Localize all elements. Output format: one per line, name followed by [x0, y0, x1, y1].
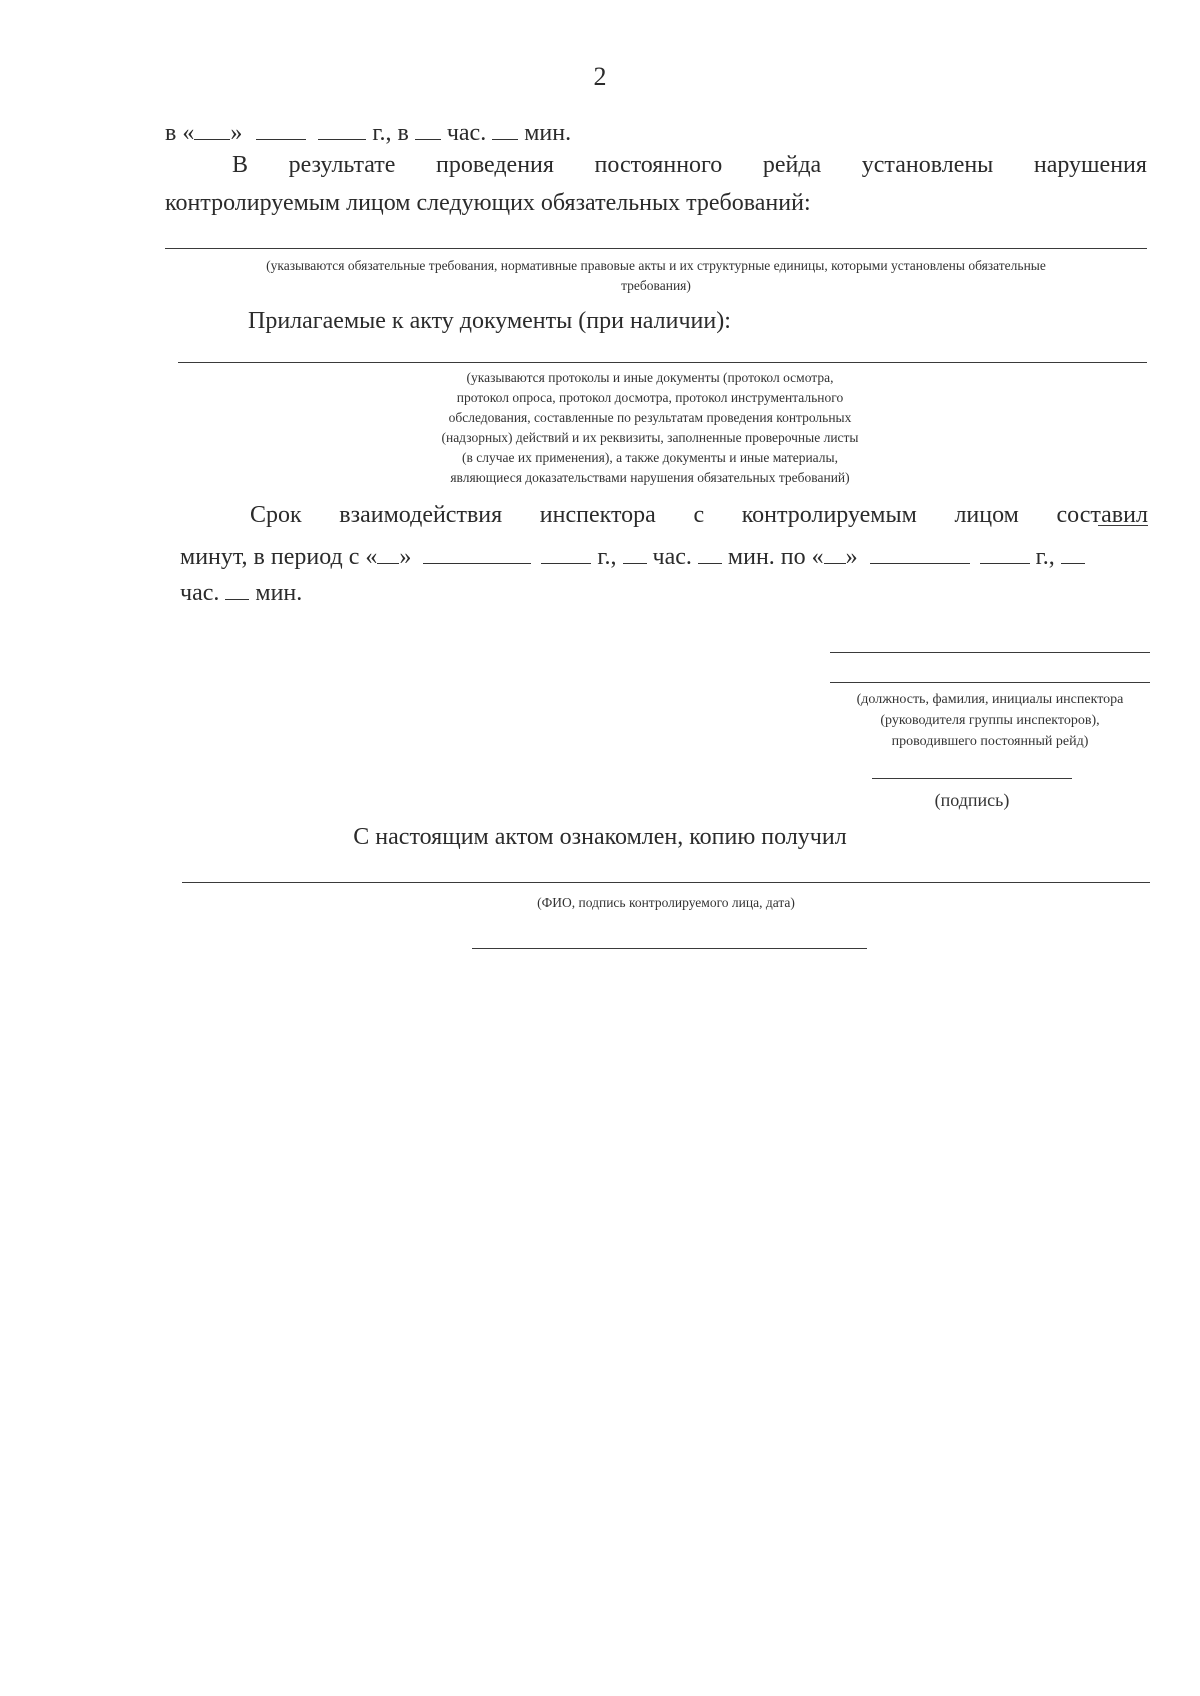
acknowledgement-note: (ФИО, подпись контролируемого лица, дата) [537, 895, 795, 910]
datetime-prefix: в « [165, 120, 195, 146]
hour-blank[interactable] [415, 121, 441, 140]
violations-line-1 [232, 150, 1147, 180]
minute-blank[interactable] [492, 121, 518, 140]
attachments-note-line: являющиеся доказательствами нарушения обязательных требований) [450, 470, 850, 485]
interaction-hours: час. [652, 544, 692, 570]
start-year-blank[interactable] [541, 545, 591, 564]
interaction-word: Срок [250, 502, 302, 528]
violations-word: постоянного [594, 152, 723, 178]
interaction-line3-minutes: мин. [255, 580, 303, 606]
interaction-word: составил [1056, 502, 1148, 528]
acknowledgement-heading: С настоящим актом ознакомлен, копию получил [353, 824, 847, 850]
violations-word: рейда [762, 152, 822, 178]
interaction-word: инспектора [539, 502, 656, 528]
interaction-line-3 [180, 578, 302, 608]
interaction-line-1 [250, 500, 1148, 530]
interaction-quote-close-2: » [845, 544, 858, 570]
signature-label: (подпись) [934, 790, 1010, 810]
inspector-note [820, 689, 1160, 752]
interaction-minutes: мин. по « [727, 544, 824, 570]
acknowledgement-extra-line[interactable] [472, 948, 867, 949]
violations-line-2: контролируемым лицом следующих обязательных требований: [165, 190, 811, 216]
violations-note-line: (указываются обязательные требования, нормативные правовые акты и их структурные единицы, которыми установлены обязательные [266, 258, 1046, 273]
end-minute-blank[interactable] [225, 581, 249, 600]
attachments-heading: Прилагаемые к акту документы (при наличии): [248, 308, 731, 334]
datetime-minutes: мин. [524, 120, 572, 146]
interaction-year-2: г., [1035, 544, 1055, 570]
inspector-signature-line[interactable] [872, 778, 1072, 779]
end-year-blank[interactable] [980, 545, 1030, 564]
start-day-blank[interactable] [377, 545, 399, 564]
day-blank[interactable] [194, 121, 230, 140]
duration-blank[interactable] [1098, 525, 1148, 526]
datetime-year-suffix: г., в [372, 120, 409, 146]
end-month-blank[interactable] [870, 545, 970, 564]
attachments-note [360, 368, 940, 488]
attachments-note-line: (надзорных) действий и их реквизиты, заполненные проверочные листы [441, 430, 859, 445]
interaction-line3-hours: час. [180, 580, 220, 606]
end-day-blank[interactable] [824, 545, 846, 564]
start-minute-blank[interactable] [698, 545, 722, 564]
month-blank[interactable] [256, 121, 306, 140]
acknowledgement-fill-line[interactable] [182, 882, 1150, 883]
violations-word: В [232, 152, 249, 178]
interaction-word: взаимодействия [339, 502, 503, 528]
inspector-note-line: проводившего постоянный рейд) [891, 734, 1089, 749]
interaction-quote-close: » [399, 544, 412, 570]
datetime-line [165, 118, 571, 148]
page-number: 2 [593, 62, 607, 91]
interaction-year: г., [597, 544, 617, 570]
violations-word: проведения [435, 152, 554, 178]
attachments-note-line: протокол опроса, протокол досмотра, протокол инструментального [456, 390, 844, 405]
start-month-blank[interactable] [423, 545, 531, 564]
attachments-fill-line[interactable] [178, 362, 1147, 363]
interaction-line-2 [180, 542, 1085, 572]
interaction-word: с [693, 502, 705, 528]
inspector-note-line: (руководителя группы инспекторов), [880, 713, 1100, 728]
start-hour-blank[interactable] [623, 545, 647, 564]
attachments-note-line: обследования, составленные по результатам проведения контрольных [448, 410, 852, 425]
datetime-quote-close: » [230, 120, 243, 146]
interaction-word: контролируемым [741, 502, 917, 528]
attachments-note-line: (указываются протоколы и иные документы (протокол осмотра, [466, 370, 834, 385]
interaction-word: лицом [954, 502, 1019, 528]
year-blank[interactable] [318, 121, 366, 140]
violations-fill-line[interactable] [165, 248, 1147, 249]
violations-note-line: требования) [621, 278, 691, 293]
violations-word: результате [288, 152, 396, 178]
end-hour-blank[interactable] [1061, 545, 1085, 564]
datetime-hours: час. [446, 120, 487, 146]
attachments-note-line: (в случае их применения), а также документы и иные материалы, [462, 450, 838, 465]
violations-word: установлены [861, 152, 994, 178]
inspector-name-line[interactable] [830, 682, 1150, 683]
inspector-note-line: (должность, фамилия, инициалы инспектора [856, 692, 1124, 707]
violations-word: нарушения [1033, 152, 1147, 178]
violations-note [165, 256, 1147, 296]
inspector-position-line[interactable] [830, 652, 1150, 653]
interaction-start: минут, в период с « [180, 544, 378, 570]
